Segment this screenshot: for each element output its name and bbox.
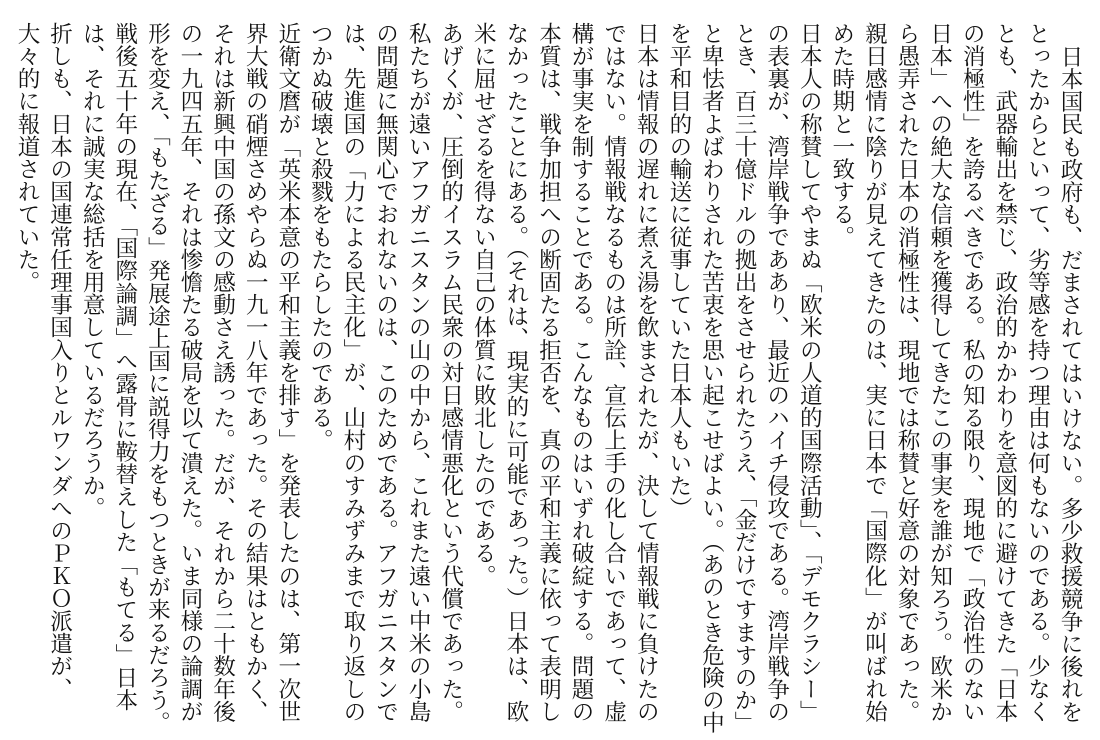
paragraph-6: 折しも、日本の国連常任理事国入りとルワンダへのＰＫＯ派遣が、大々的に報道されていた。	[14, 22, 73, 700]
paragraph-3: 日本は情報の遅れに煮え湯を飲まされたが、決して情報戦に負けたのではない。情報戦なるものは所詮、宣伝上手の化し合いであって、虚構が事実を制することである。こんなものはいずれ破綻する。問題の本質は、戦争加担への断固たる拒否を、真の平和主義に依って表明しなかったことにある。（それは、現実的に可能であった。）日本は、欧米に屈せざるを得ない自己の体質に敗北したのである。	[470, 22, 660, 723]
vertical-body-text	[6, 22, 1086, 734]
paragraph-4: あげくが、圧倒的イスラム民衆の対日感情悪化という代償であった。私たちが遠いアフガニスタンの山の中から、これまた遠い中米の小島の問題に無関心でおれないのは、このためである。アフガニスタンでは、先進国の「力による民主化」が、山村のすみずみまで取り返しのつかぬ破壊と殺戮をもたらしたのである。	[307, 22, 464, 723]
paragraph-5: 近衛文麿が「英米本意の平和主義を排す」を発表したのは、第一次世界大戦の硝煙さめやらぬ一九一八年であった。その結果はともかく、それは新興中国の孫文の感動さえ誘った。だが、それから二十数年後の一九四五年、それは惨憺たる破局を以て潰えた。いま同様の論調が形を変え、「もたざる」発展途上国に説得力をもつときが来るだろう。戦後五十年の現在、「国際論調」へ露骨に鞍替えした「もてる」日本は、それに誠実な総括を用意しているだろうか。	[79, 22, 301, 734]
paragraph-1: 日本国民も政府も、だまされてはいけない。多少救援競争に後れをとったからといって、劣等感を持つ理由は何もないのである。少なくとも、武器輸出を禁じ、政治的かかわりを意図的に避けてきた「日本の消極性」を誇るべきである。私の知る限り、現地で「政治性のない日本」への絶大な信頼を獲得してきたこの事実を誰が知ろう。欧米から愚弄された日本の消極性は、現地では称賛と好意の対象であった。親日感情に陰りが見えてきたのは、実に日本で「国際化」が叫ばれ始めた時期と一致する。	[828, 22, 1083, 723]
paragraph-2: 日本人の称賛してやまぬ「欧米の人道的国際活動」、「デモクラシー」の表裏が、湾岸戦争でああり、最近のハイチ侵攻である。湾岸戦争のとき、百三十億ドルの拠出をさせられたうえ、「金だけですますのか」と卑怯者よばわりされた苦衷を思い起こせばよい。（あのとき危険の中を平和目的の輸送に従事していた日本人もいた）	[665, 22, 823, 734]
